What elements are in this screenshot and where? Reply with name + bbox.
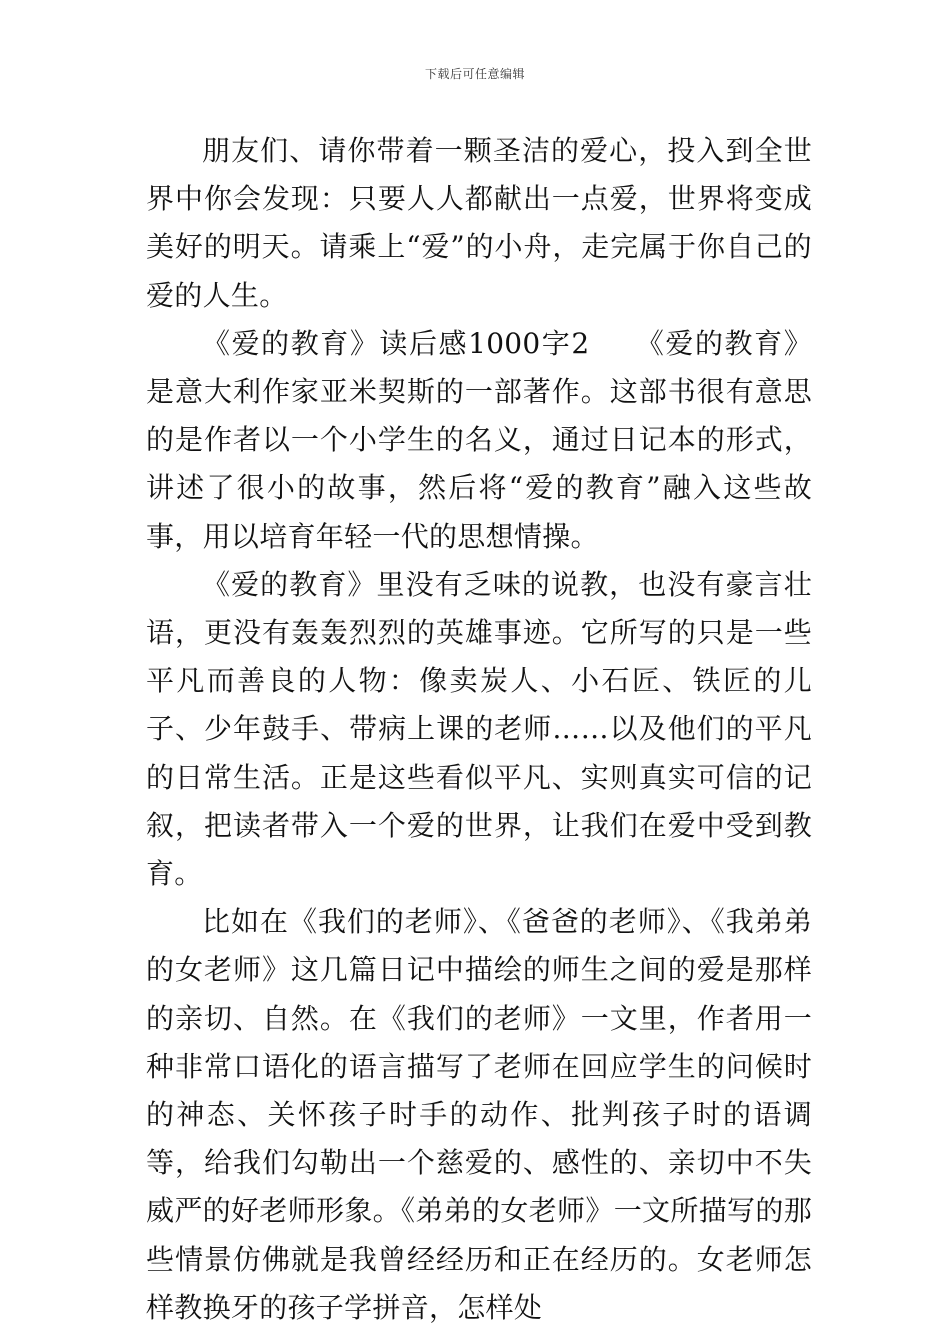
document-body xyxy=(146,127,812,1332)
paragraph-4: 比如在《我们的老师》、《爸爸的老师》、《我弟弟的女老师》这几篇日记中描绘的师生之间的爱是那样的亲切、自然。在《我们的老师》一文里，作者用一种非常口语化的语言描写了老师在回应学生的问候时的神态、关怀孩子时手的动作、批判孩子时的语调等，给我们勾勒出一个慈爱的、感性的、亲切中不失威严的好老师形象。《弟弟的女老师》一文所描写的那些情景仿佛就是我曾经经历和正在经历的。女老师怎样教换牙的孩子学拼音，怎样处 xyxy=(146,905,812,1324)
paragraph-1: 朋友们、请你带着一颗圣洁的爱心，投入到全世界中你会发现：只要人人都献出一点爱，世界将变成美好的明天。请乘上“爱”的小舟，走完属于你自己的爱的人生。 xyxy=(146,134,812,312)
paragraph-3: 《爱的教育》里没有乏味的说教，也没有豪言壮语，更没有轰轰烈烈的英雄事迹。它所写的只是一些平凡而善良的人物：像卖炭人、小石匠、铁匠的儿子、少年鼓手、带病上课的老师……以及他们的平凡的日常生活。正是这些看似平凡、实则真实可信的记叙，把读者带入一个爱的世界，让我们在爱中受到教育。 xyxy=(146,567,812,891)
page-header: 下载后可任意编辑 xyxy=(424,67,525,81)
paragraph-2: 《爱的教育》读后感1000字2 《爱的教育》是意大利作家亚米契斯的一部著作。这部书很有意思的是作者以一个小学生的名义，通过日记本的形式，讲述了很小的故事，然后将“爱的教育”融入这些故事，用以培育年轻一代的思想情操。 xyxy=(146,326,812,553)
